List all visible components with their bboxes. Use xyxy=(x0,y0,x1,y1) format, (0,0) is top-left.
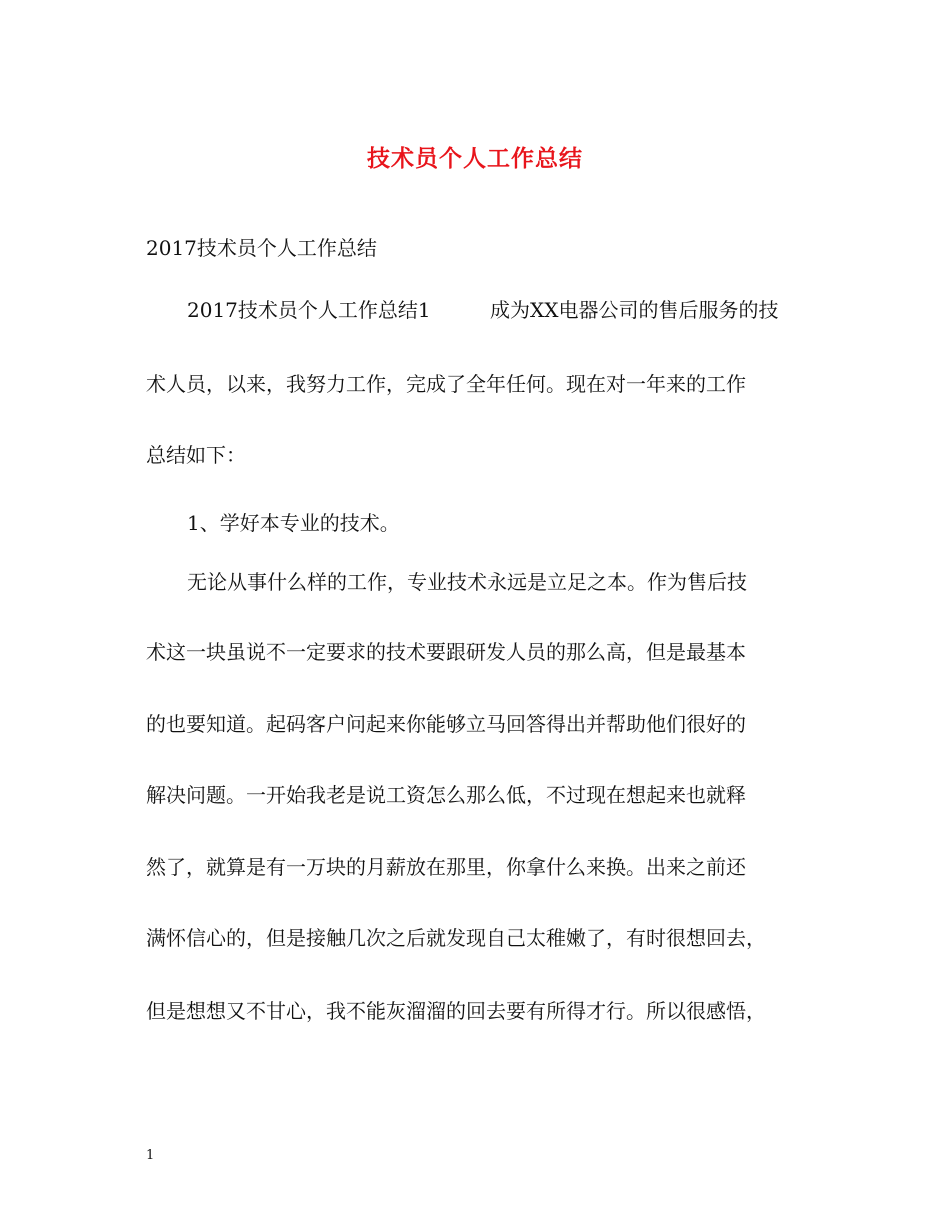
paragraph-2-line: 然了，就算是有一万块的月薪放在那里，你拿什么来换。出来之前还 xyxy=(146,855,746,879)
paragraph-2-line: 解决问题。一开始我老是说工资怎么那么低，不过现在想起来也就释 xyxy=(146,783,746,807)
document-subtitle: 2017技术员个人工作总结 xyxy=(146,236,377,260)
paragraph-2-line: 的也要知道。起码客户问起来你能够立马回答得出并帮助他们很好的 xyxy=(146,712,746,736)
paragraph-1-line-3: 总结如下： xyxy=(146,443,246,467)
document-title: 技术员个人工作总结 xyxy=(367,145,583,172)
paragraph-2-line: 满怀信心的，但是接触几次之后就发现自己太稚嫩了，有时很想回去， xyxy=(146,926,766,950)
page-number: 1 xyxy=(146,1148,155,1163)
section-1-heading: 1、学好本专业的技术。 xyxy=(187,511,400,535)
paragraph-1-line-1-heading: 2017技术员个人工作总结1 xyxy=(187,298,431,322)
paragraph-1-line-2: 术人员，以来，我努力工作，完成了全年任何。现在对一年来的工作 xyxy=(146,372,746,396)
paragraph-2-line: 无论从事什么样的工作，专业技术永远是立足之本。作为售后技 xyxy=(187,570,747,594)
paragraph-2-line: 术这一块虽说不一定要求的技术要跟研发人员的那么高，但是最基本 xyxy=(146,640,746,664)
paragraph-2-line: 但是想想又不甘心，我不能灰溜溜的回去要有所得才行。所以很感悟， xyxy=(146,999,766,1023)
paragraph-1-line-1-text: 成为XX电器公司的售后服务的技 xyxy=(490,298,779,322)
